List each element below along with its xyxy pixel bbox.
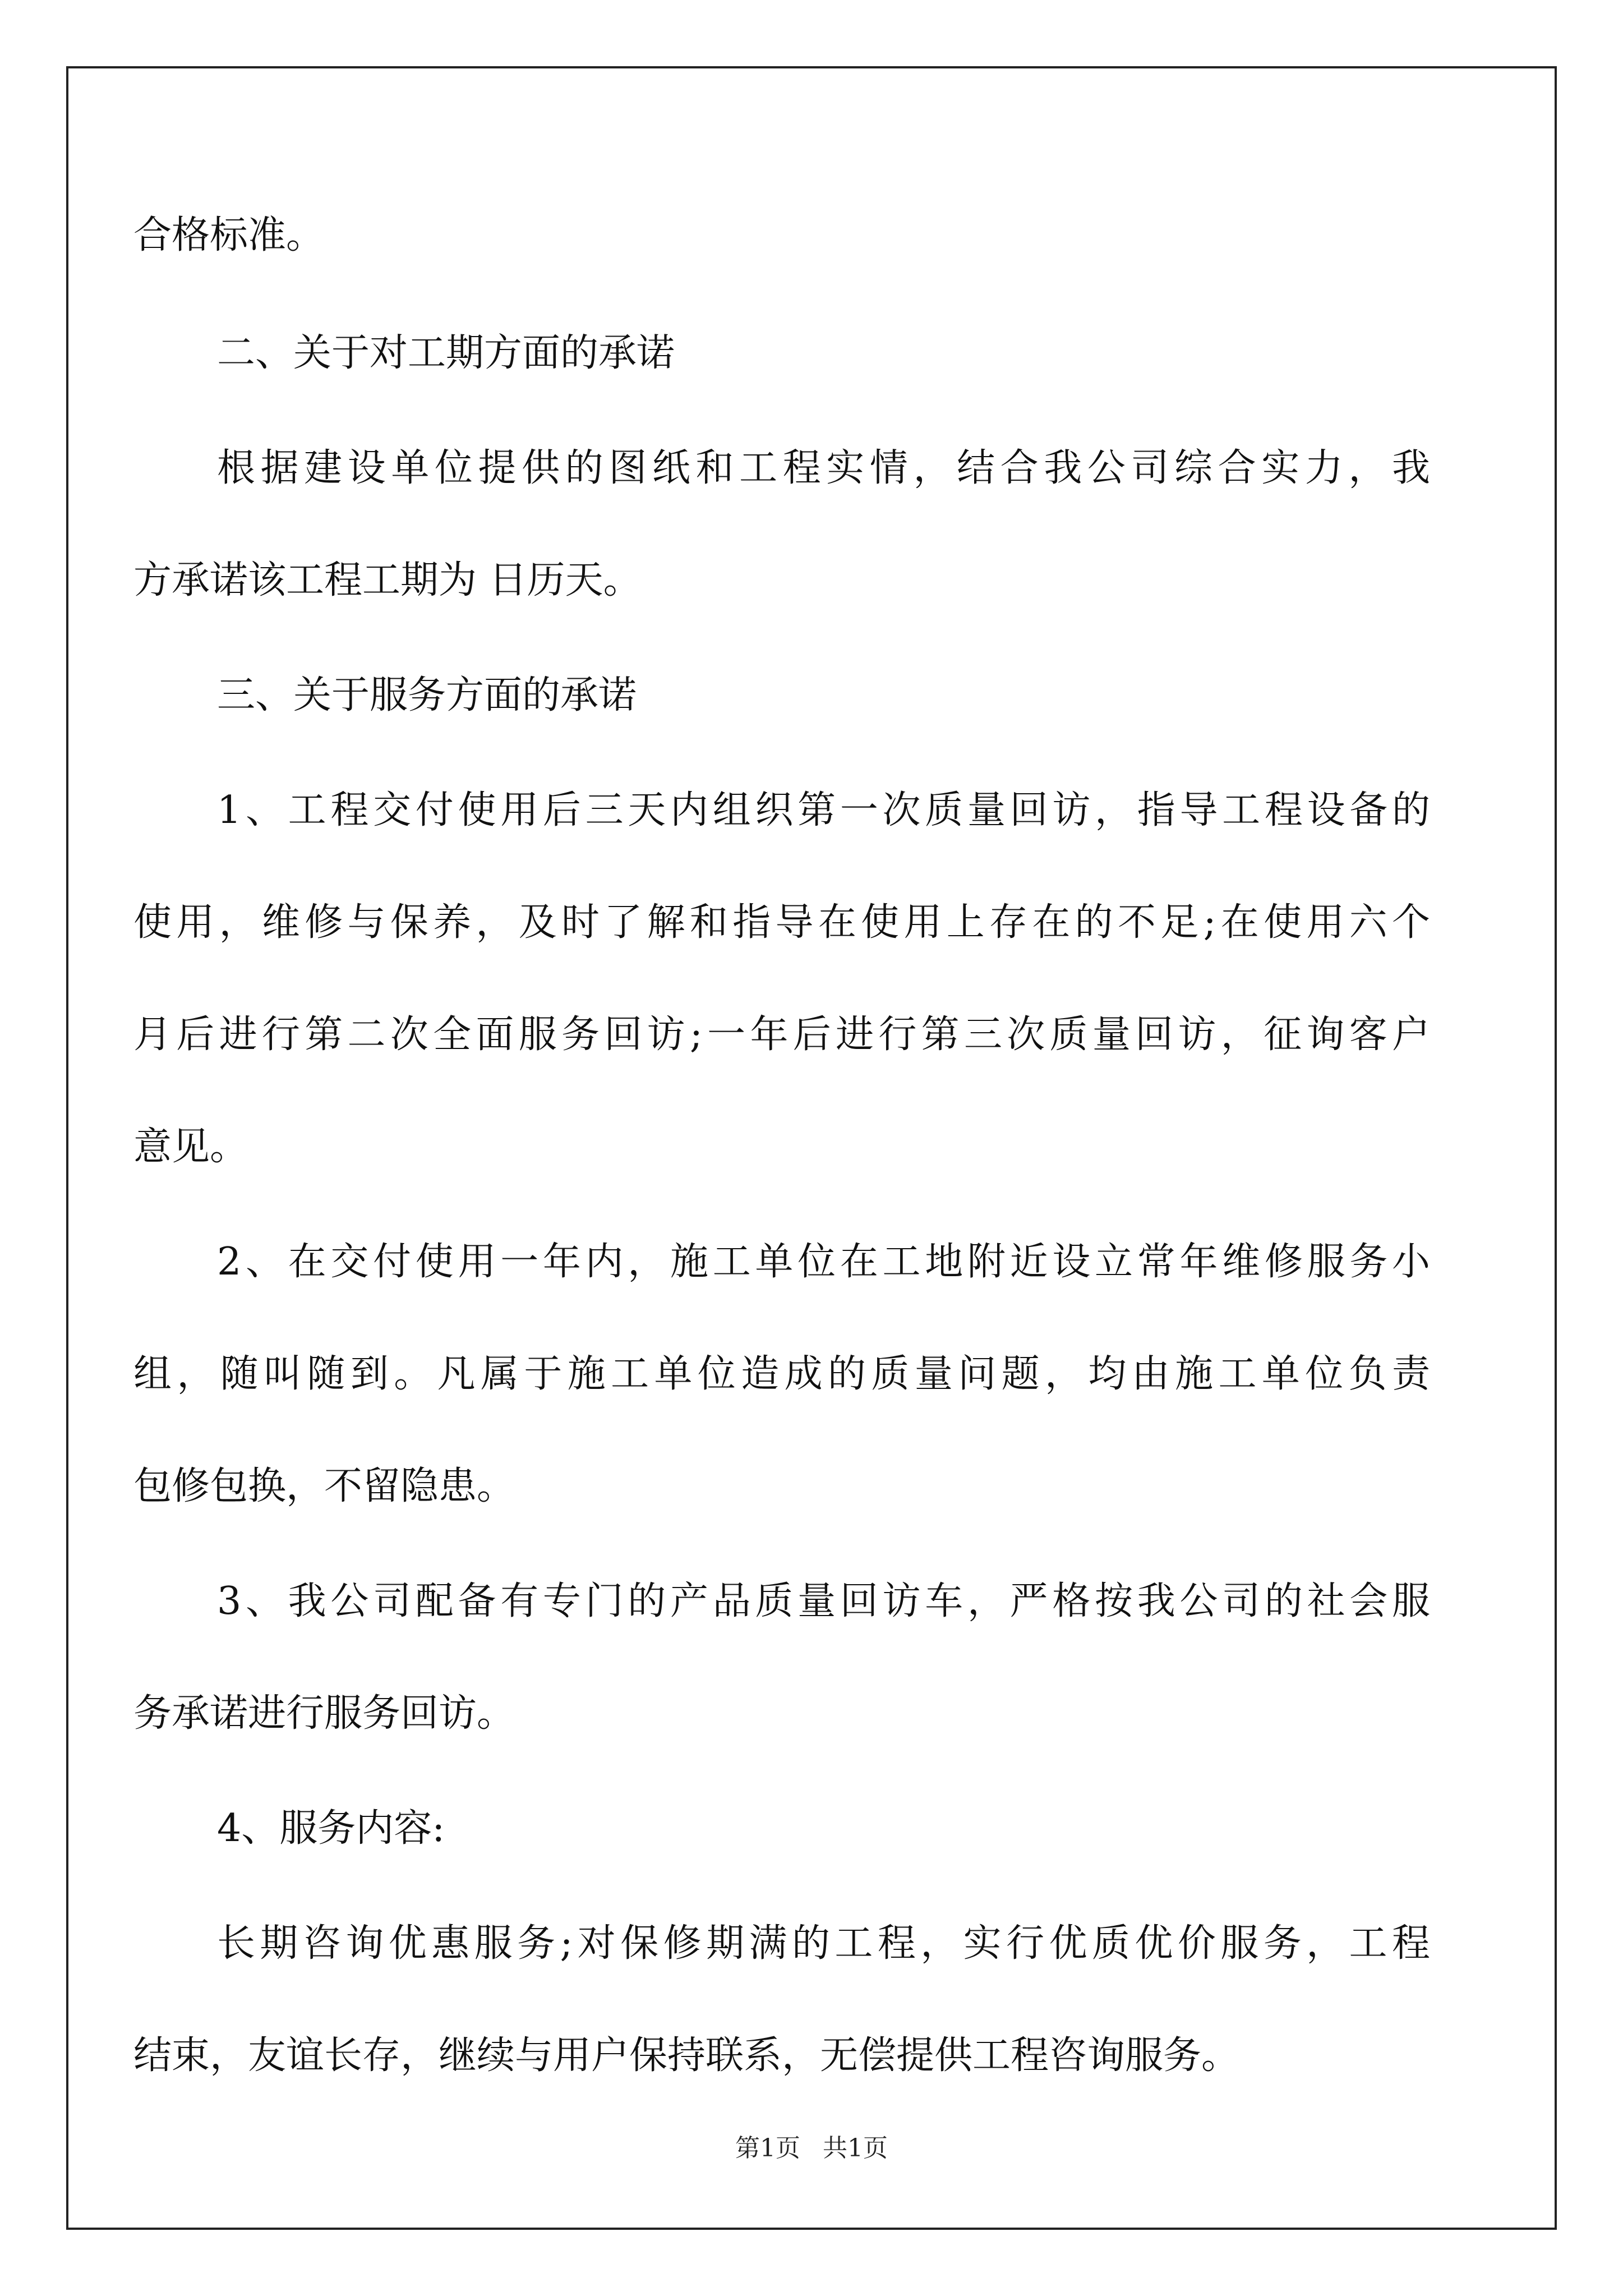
text-line: 4、服务内容: (217, 1806, 445, 1851)
text-line: 3、我公司配备有专门的产品质量回访车，严格按我公司的社会服 (217, 1579, 1430, 1623)
text-line: 使用，维修与保养，及时了解和指导在使用上存在的不足;在使用六个 (133, 900, 1430, 945)
text-line: 包修包换，不留隐患。 (133, 1464, 515, 1508)
page-number-current: 第1页 (735, 2134, 800, 2162)
page-number-total: 共1页 (823, 2134, 888, 2162)
text-line: 2、在交付使用一年内，施工单位在工地附近设立常年维修服务小 (217, 1240, 1430, 1284)
text-line: 根据建设单位提供的图纸和工程实情，结合我公司综合实力，我 (217, 446, 1430, 490)
text-line: 方承诺该工程工期为 日历天。 (133, 558, 642, 602)
text-line: 长期咨询优惠服务;对保修期满的工程，实行优质优价服务，工程 (217, 1921, 1430, 1966)
page-border (66, 66, 1557, 2230)
text-line: 组，随叫随到。凡属于施工单位造成的质量问题，均由施工单位负责 (133, 1352, 1430, 1396)
text-line: 1、工程交付使用后三天内组织第一次质量回访，指导工程设备的 (217, 788, 1430, 832)
text-line: 意见。 (133, 1125, 248, 1169)
text-line: 结束，友谊长存，继续与用户保持联系，无偿提供工程咨询服务。 (133, 2033, 1240, 2078)
text-line: 务承诺进行服务回访。 (133, 1691, 515, 1736)
page-footer (0, 2132, 1623, 2165)
section-heading: 二、关于对工期方面的承诺 (217, 331, 675, 375)
section-heading: 三、关于服务方面的承诺 (217, 673, 637, 717)
text-line: 月后进行第二次全面服务回访;一年后进行第三次质量回访，征询客户 (133, 1013, 1430, 1057)
text-line: 合格标准。 (133, 213, 325, 257)
